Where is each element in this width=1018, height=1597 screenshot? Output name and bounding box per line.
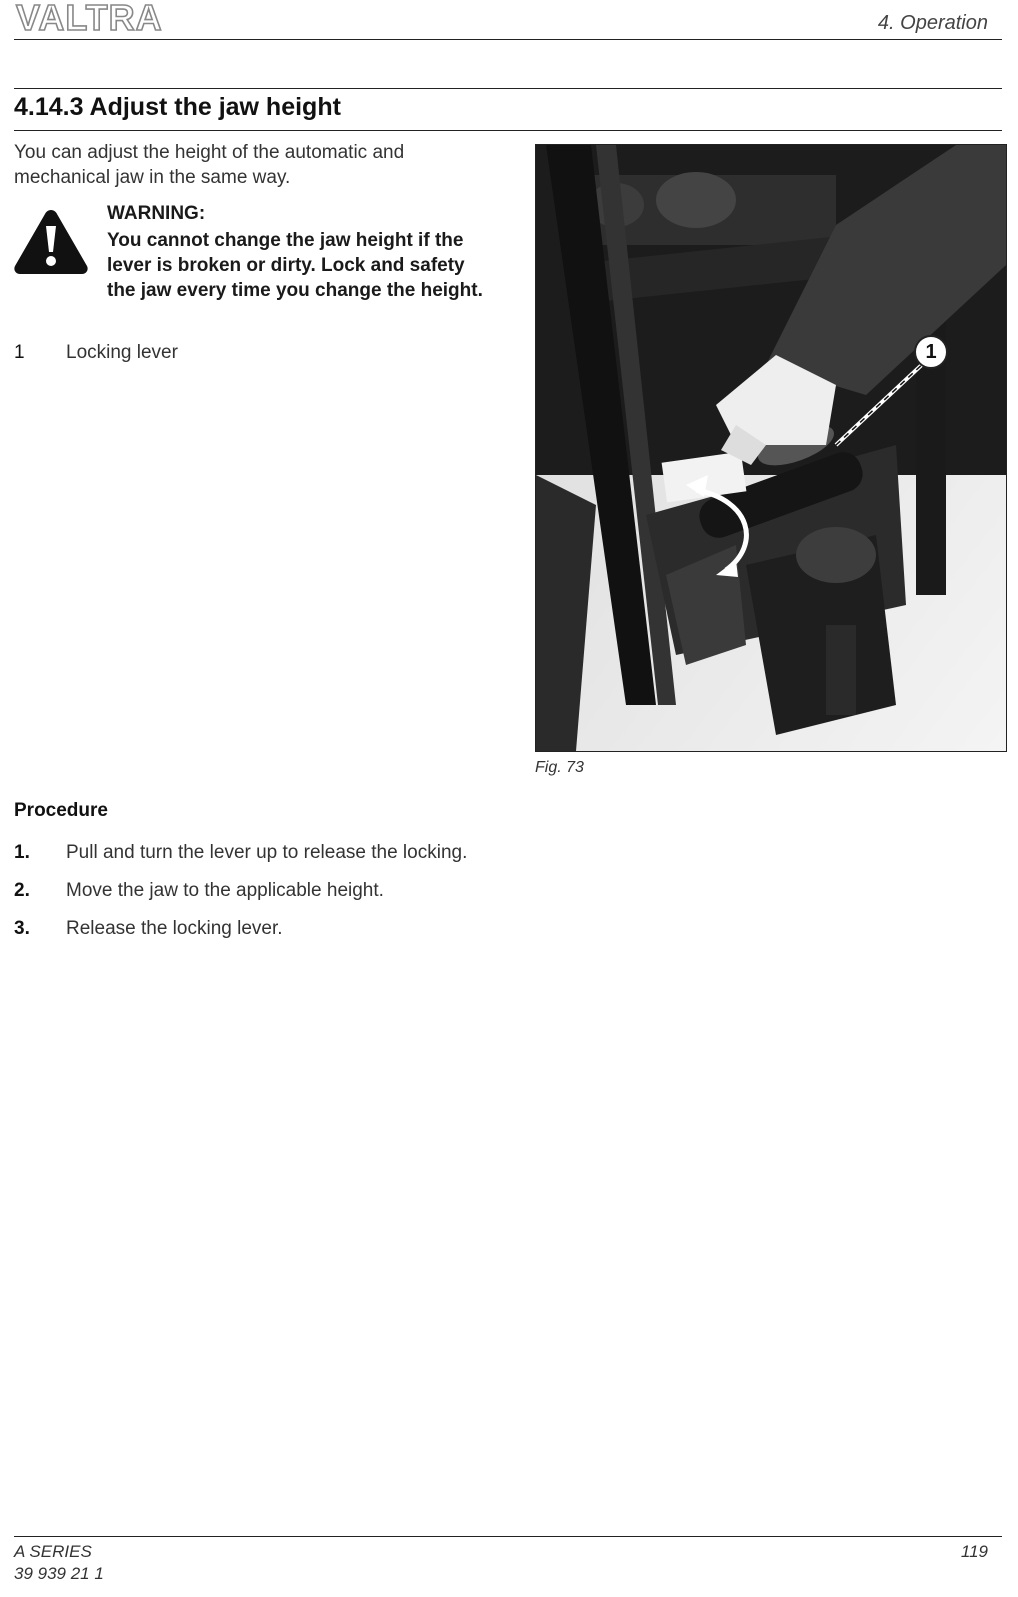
step-number: 3.: [14, 918, 30, 939]
footer-page-number: 119: [960, 1542, 988, 1561]
footer-doc-number: 39 939 21 1: [14, 1564, 104, 1583]
figure-callout-marker: 1: [914, 335, 948, 369]
chapter-title: 4. Operation: [877, 12, 988, 34]
step-text: Move the jaw to the applicable height.: [66, 880, 384, 901]
warning-title: WARNING:: [107, 203, 206, 224]
section-top-rule: [14, 88, 1002, 89]
header-rule: [14, 39, 1002, 40]
step-text: Release the locking lever.: [66, 918, 283, 939]
procedure-step: [14, 918, 283, 940]
section-title: 4.14.3 Adjust the jaw height: [14, 93, 341, 121]
procedure-title: Procedure: [14, 800, 108, 821]
valtra-logo: [14, 0, 176, 34]
warning-text: You cannot change the jaw height if the lever is broken or dirty. Lock and safety the jaw every time you change the height.: [107, 230, 483, 301]
footer-series: A SERIES: [14, 1542, 92, 1561]
svg-text:VALTRA: VALTRA: [16, 0, 163, 34]
intro-paragraph: You can adjust the height of the automatic and mechanical jaw in the same way.: [14, 142, 405, 188]
step-number: 1.: [14, 842, 30, 863]
section-bottom-rule: [14, 130, 1002, 131]
step-text: Pull and turn the lever up to release the locking.: [66, 842, 468, 863]
procedure-step: [14, 880, 384, 902]
footer-rule: [14, 1536, 1002, 1537]
step-number: 2.: [14, 880, 30, 901]
jaw-photo-illustration: [536, 145, 1006, 751]
figure-photo: [535, 144, 1007, 752]
callout-item: [14, 342, 178, 364]
callout-label: Locking lever: [66, 342, 178, 363]
procedure-step: [14, 842, 467, 864]
callout-number: 1: [14, 342, 25, 363]
warning-triangle-icon: [12, 206, 90, 276]
figure-caption: Fig. 73: [535, 759, 584, 776]
